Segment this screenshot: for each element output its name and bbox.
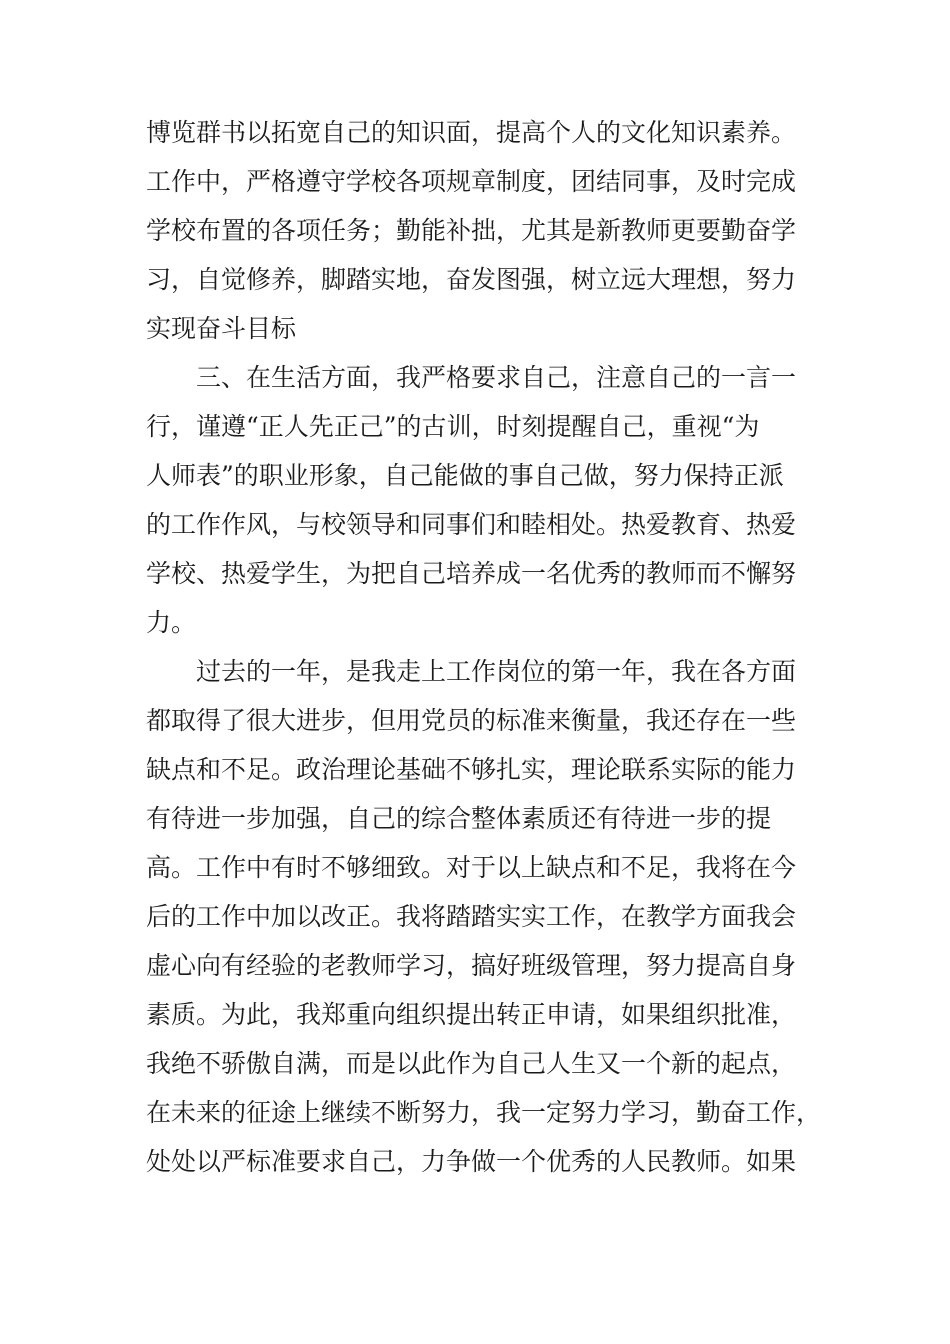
text-line: 高。工作中有时不够细致。对于以上缺点和不足，我将在今 [146,853,797,882]
text-line: 我绝不骄傲自满，而是以此作为自己人生又一个新的起点， [146,1049,797,1078]
text-line: 在未来的征途上继续不断努力，我一定努力学习，勤奋工作， [146,1098,822,1127]
text-line: 缺点和不足。政治理论基础不够扎实，理论联系实际的能力 [146,755,797,784]
text-line: 学校布置的各项任务；勤能补拙，尤其是新教师更要勤奋学 [146,216,797,245]
text-line: 习，自觉修养，脚踏实地，奋发图强，树立远大理想，努力 [146,265,797,294]
text-line: 虚心向有经验的老教师学习，搞好班级管理，努力提高自身 [146,951,797,980]
text-line: 行，谨遵“正人先正己”的古训，时刻提醒自己，重视“为 [146,412,760,441]
text-line: 学校、热爱学生，为把自己培养成一名优秀的教师而不懈努 [146,559,797,588]
text-line: 都取得了很大进步，但用党员的标准来衡量，我还存在一些 [146,706,797,735]
text-line: 工作中，严格遵守学校各项规章制度，团结同事，及时完成 [146,167,797,196]
text-line: 过去的一年，是我走上工作岗位的第一年，我在各方面 [196,657,797,686]
text-line: 处处以严标准要求自己，力争做一个优秀的人民教师。如果 [146,1147,797,1176]
text-line: 三、在生活方面，我严格要求自己，注意自己的一言一 [196,363,797,392]
text-line: 有待进一步加强，自己的综合整体素质还有待进一步的提 [146,804,772,833]
text-line: 力。 [146,608,197,637]
text-line: 素质。为此，我郑重向组织提出转正申请，如果组织批准， [146,1000,797,1029]
text-line: 博览群书以拓宽自己的知识面，提高个人的文化知识素养。 [146,118,797,147]
document-body [146,108,846,1186]
text-line: 后的工作中加以改正。我将踏踏实实工作，在教学方面我会 [146,902,797,931]
text-line: 实现奋斗目标 [146,314,297,343]
text-line: 的工作作风，与校领导和同事们和睦相处。热爱教育、热爱 [146,510,797,539]
text-line: 人师表”的职业形象，自己能做的事自己做，努力保持正派 [146,461,784,490]
